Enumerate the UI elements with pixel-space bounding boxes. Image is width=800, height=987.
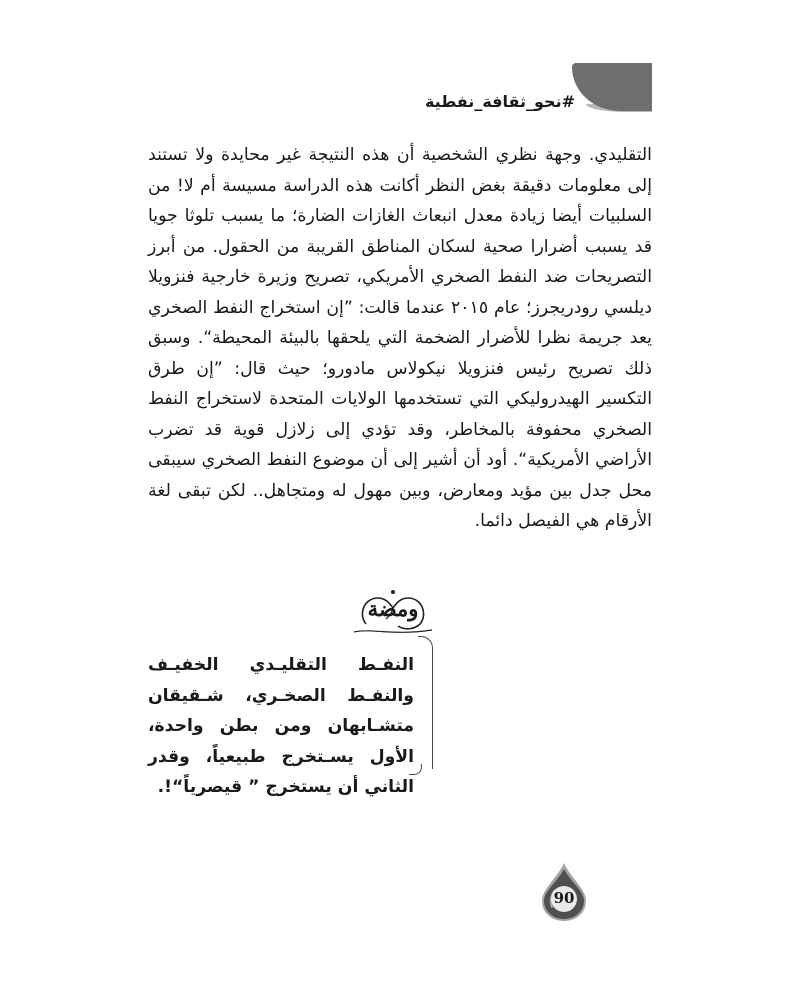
wamda-logo-text: ومضة bbox=[367, 596, 419, 621]
header-tab bbox=[572, 63, 652, 111]
sidebar-quote-text: النفـط التقليـدي الخفيـف والنفـط الصخـري، شـقيقان متشـابهان ومن بطن واحدة، الأول يسـتخرج طبيعياً، وقدر الثاني أن يستخرج ” قيصرياً“!. bbox=[148, 655, 414, 797]
body-text bbox=[148, 140, 652, 537]
body-paragraph: التقليدي. وجهة نظري الشخصية أن هذه النتيجة غير محايدة ولا تستند إلى معلومات دقيقة بغض النظر أكانت هذه الدراسة مسيسة أم لا! من السلبيات أيضا زيادة معدل انبعاث الغازات الضارة؛ ما يسبب تلوثا جويا قد يسبب أضرارا صحية لسكان المناطق القريبة من الحقول. من أبرز التصريحات ضد النفط الصخري الأمريكي، تصريح وزيرة خارجية فنزويلا ديلسي رودريجرز؛ عام ٢٠١٥ عندما قالت: ”إن استخراج النفط الصخري يعد جريمة نظرا للأضرار الضخمة التي يلحقها بالبيئة المحيطة“. وسبق ذلك تصريح رئيس فنزويلا نيكولاس مادورو؛ حيث قال: ”إن طرق التكسير الهيدروليكي التي تستخدمها الولايات المتحدة لاستخراج النفط الصخري محفوفة بالمخاطر، وقد تؤدي إلى زلازل قوية قد تضرب الأراضي الأمريكية“. أود أن أشير إلى أن موضوع النفط الصخري سيبقى محل جدل بين مؤيد ومعارض، وبين مهول له ومتجاهل.. لكن تبقى لغة الأرقام هي الفيصل دائما. bbox=[148, 145, 652, 531]
chapter-hashtag: #نحو_ثقافة_نفطية bbox=[424, 92, 575, 111]
sidebar-quote bbox=[148, 650, 414, 803]
quote-frame bbox=[418, 636, 433, 769]
page-number: 90 bbox=[553, 889, 575, 907]
